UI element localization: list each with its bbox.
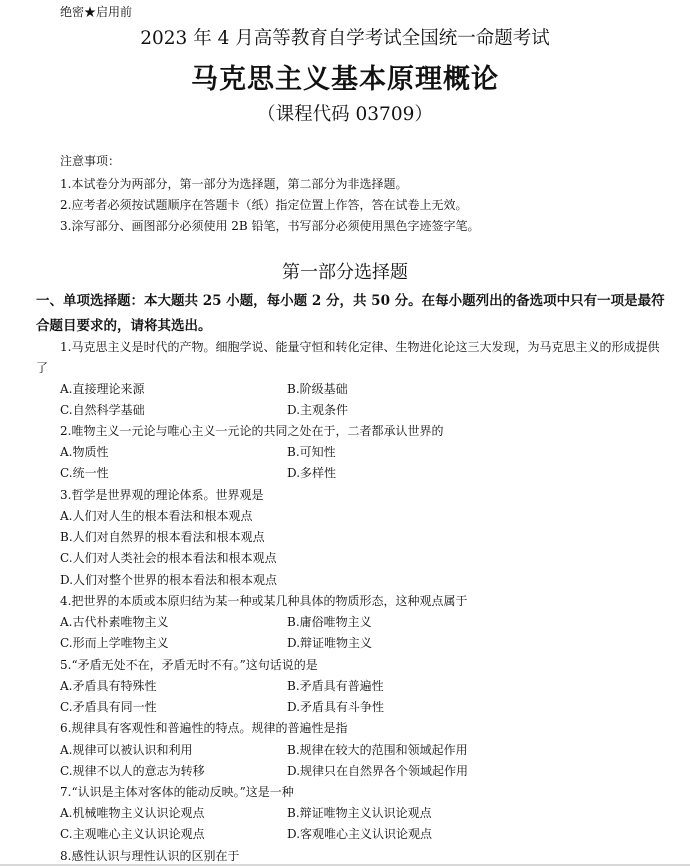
option-d: D.主观条件 bbox=[287, 403, 349, 417]
section-instructions-cont: 合题目要求的，请将其选出。 bbox=[36, 318, 212, 334]
part-title: 第一部分选择题 bbox=[282, 262, 408, 283]
option-a: A.直接理论来源 bbox=[60, 382, 145, 396]
course-code: （课程代码 03709） bbox=[257, 104, 433, 125]
question-stem-cont: 了 bbox=[36, 361, 49, 375]
question-stem: 2.唯物主义一元论与唯心主义一元论的共同之处在于，二者都承认世界的 bbox=[60, 424, 444, 438]
option-a: A.机械唯物主义认识论观点 bbox=[60, 806, 205, 820]
option-c: C.形而上学唯物主义 bbox=[60, 636, 169, 650]
option-a: A.古代朴素唯物主义 bbox=[60, 615, 169, 629]
option-a: A.矛盾具有特殊性 bbox=[60, 679, 157, 693]
note-item: 2.应考者必须按试题顺序在答题卡（纸）指定位置上作答，答在试卷上无效。 bbox=[60, 198, 468, 212]
notes-heading: 注意事项： bbox=[60, 154, 121, 168]
question-stem: 6.规律具有客观性和普遍性的特点。规律的普遍性是指 bbox=[60, 721, 348, 735]
option-c: C.矛盾具有同一性 bbox=[60, 700, 157, 714]
option-b: B.人们对自然界的根本看法和根本观点 bbox=[60, 530, 265, 544]
option-d: D.客观唯心主义认识论观点 bbox=[287, 827, 433, 841]
option-c: C.人们对人类社会的根本看法和根本观点 bbox=[60, 551, 277, 565]
option-d: D.规律只在自然界各个领域起作用 bbox=[287, 764, 469, 778]
option-b: B.矛盾具有普遍性 bbox=[287, 679, 384, 693]
option-b: B.可知性 bbox=[287, 445, 336, 459]
section-instructions: 一、单项选择题：本大题共 25 小题，每小题 2 分，共 50 分。在每小题列出的备选项中只有一项是最符 bbox=[36, 293, 665, 309]
option-d: D.矛盾具有斗争性 bbox=[287, 700, 385, 714]
question-stem: 1.马克思主义是时代的产物。细胞学说、能量守恒和转化定律、生物进化论这三大发现，为马克思主义的形成提供 bbox=[60, 340, 660, 354]
option-d: D.辩证唯物主义 bbox=[287, 636, 373, 650]
exam-title: 2023 年 4 月高等教育自学考试全国统一命题考试 bbox=[140, 28, 550, 49]
question-stem: 5.“矛盾无处不在，矛盾无时不有。”这句话说的是 bbox=[60, 658, 318, 672]
note-item: 3.涂写部分、画图部分必须使用 2B 铅笔，书写部分必须使用黑色字迹签字笔。 bbox=[60, 219, 480, 233]
option-c: C.统一性 bbox=[60, 466, 109, 480]
option-b: B.庸俗唯物主义 bbox=[287, 615, 372, 629]
option-c: C.自然科学基础 bbox=[60, 403, 145, 417]
question-stem: 3.哲学是世界观的理论体系。世界观是 bbox=[60, 488, 264, 502]
option-b: B.阶级基础 bbox=[287, 382, 348, 396]
question-stem: 4.把世界的本质或本原归结为某一种或某几种具体的物质形态，这种观点属于 bbox=[60, 594, 468, 608]
option-c: C.规律不以人的意志为转移 bbox=[60, 764, 205, 778]
option-c: C.主观唯心主义认识论观点 bbox=[60, 827, 205, 841]
note-item: 1.本试卷分为两部分，第一部分为选择题，第二部分为非选择题。 bbox=[60, 177, 408, 191]
question-stem: 7.“认识是主体对客体的能动反映。”这是一种 bbox=[60, 785, 294, 799]
secret-mark: 绝密★启用前 bbox=[60, 5, 133, 19]
subject-title: 马克思主义基本原理概论 bbox=[191, 64, 499, 95]
question-stem: 8.感性认识与理性认识的区别在于 bbox=[60, 849, 240, 863]
option-d: D.人们对整个世界的根本看法和根本观点 bbox=[60, 573, 278, 587]
option-a: A.规律可以被认识和利用 bbox=[60, 743, 193, 757]
option-a: A.物质性 bbox=[60, 445, 109, 459]
option-b: B.规律在较大的范围和领域起作用 bbox=[287, 743, 468, 757]
option-d: D.多样性 bbox=[287, 466, 337, 480]
option-a: A.人们对人生的根本看法和根本观点 bbox=[60, 509, 253, 523]
option-b: B.辩证唯物主义认识论观点 bbox=[287, 806, 432, 820]
